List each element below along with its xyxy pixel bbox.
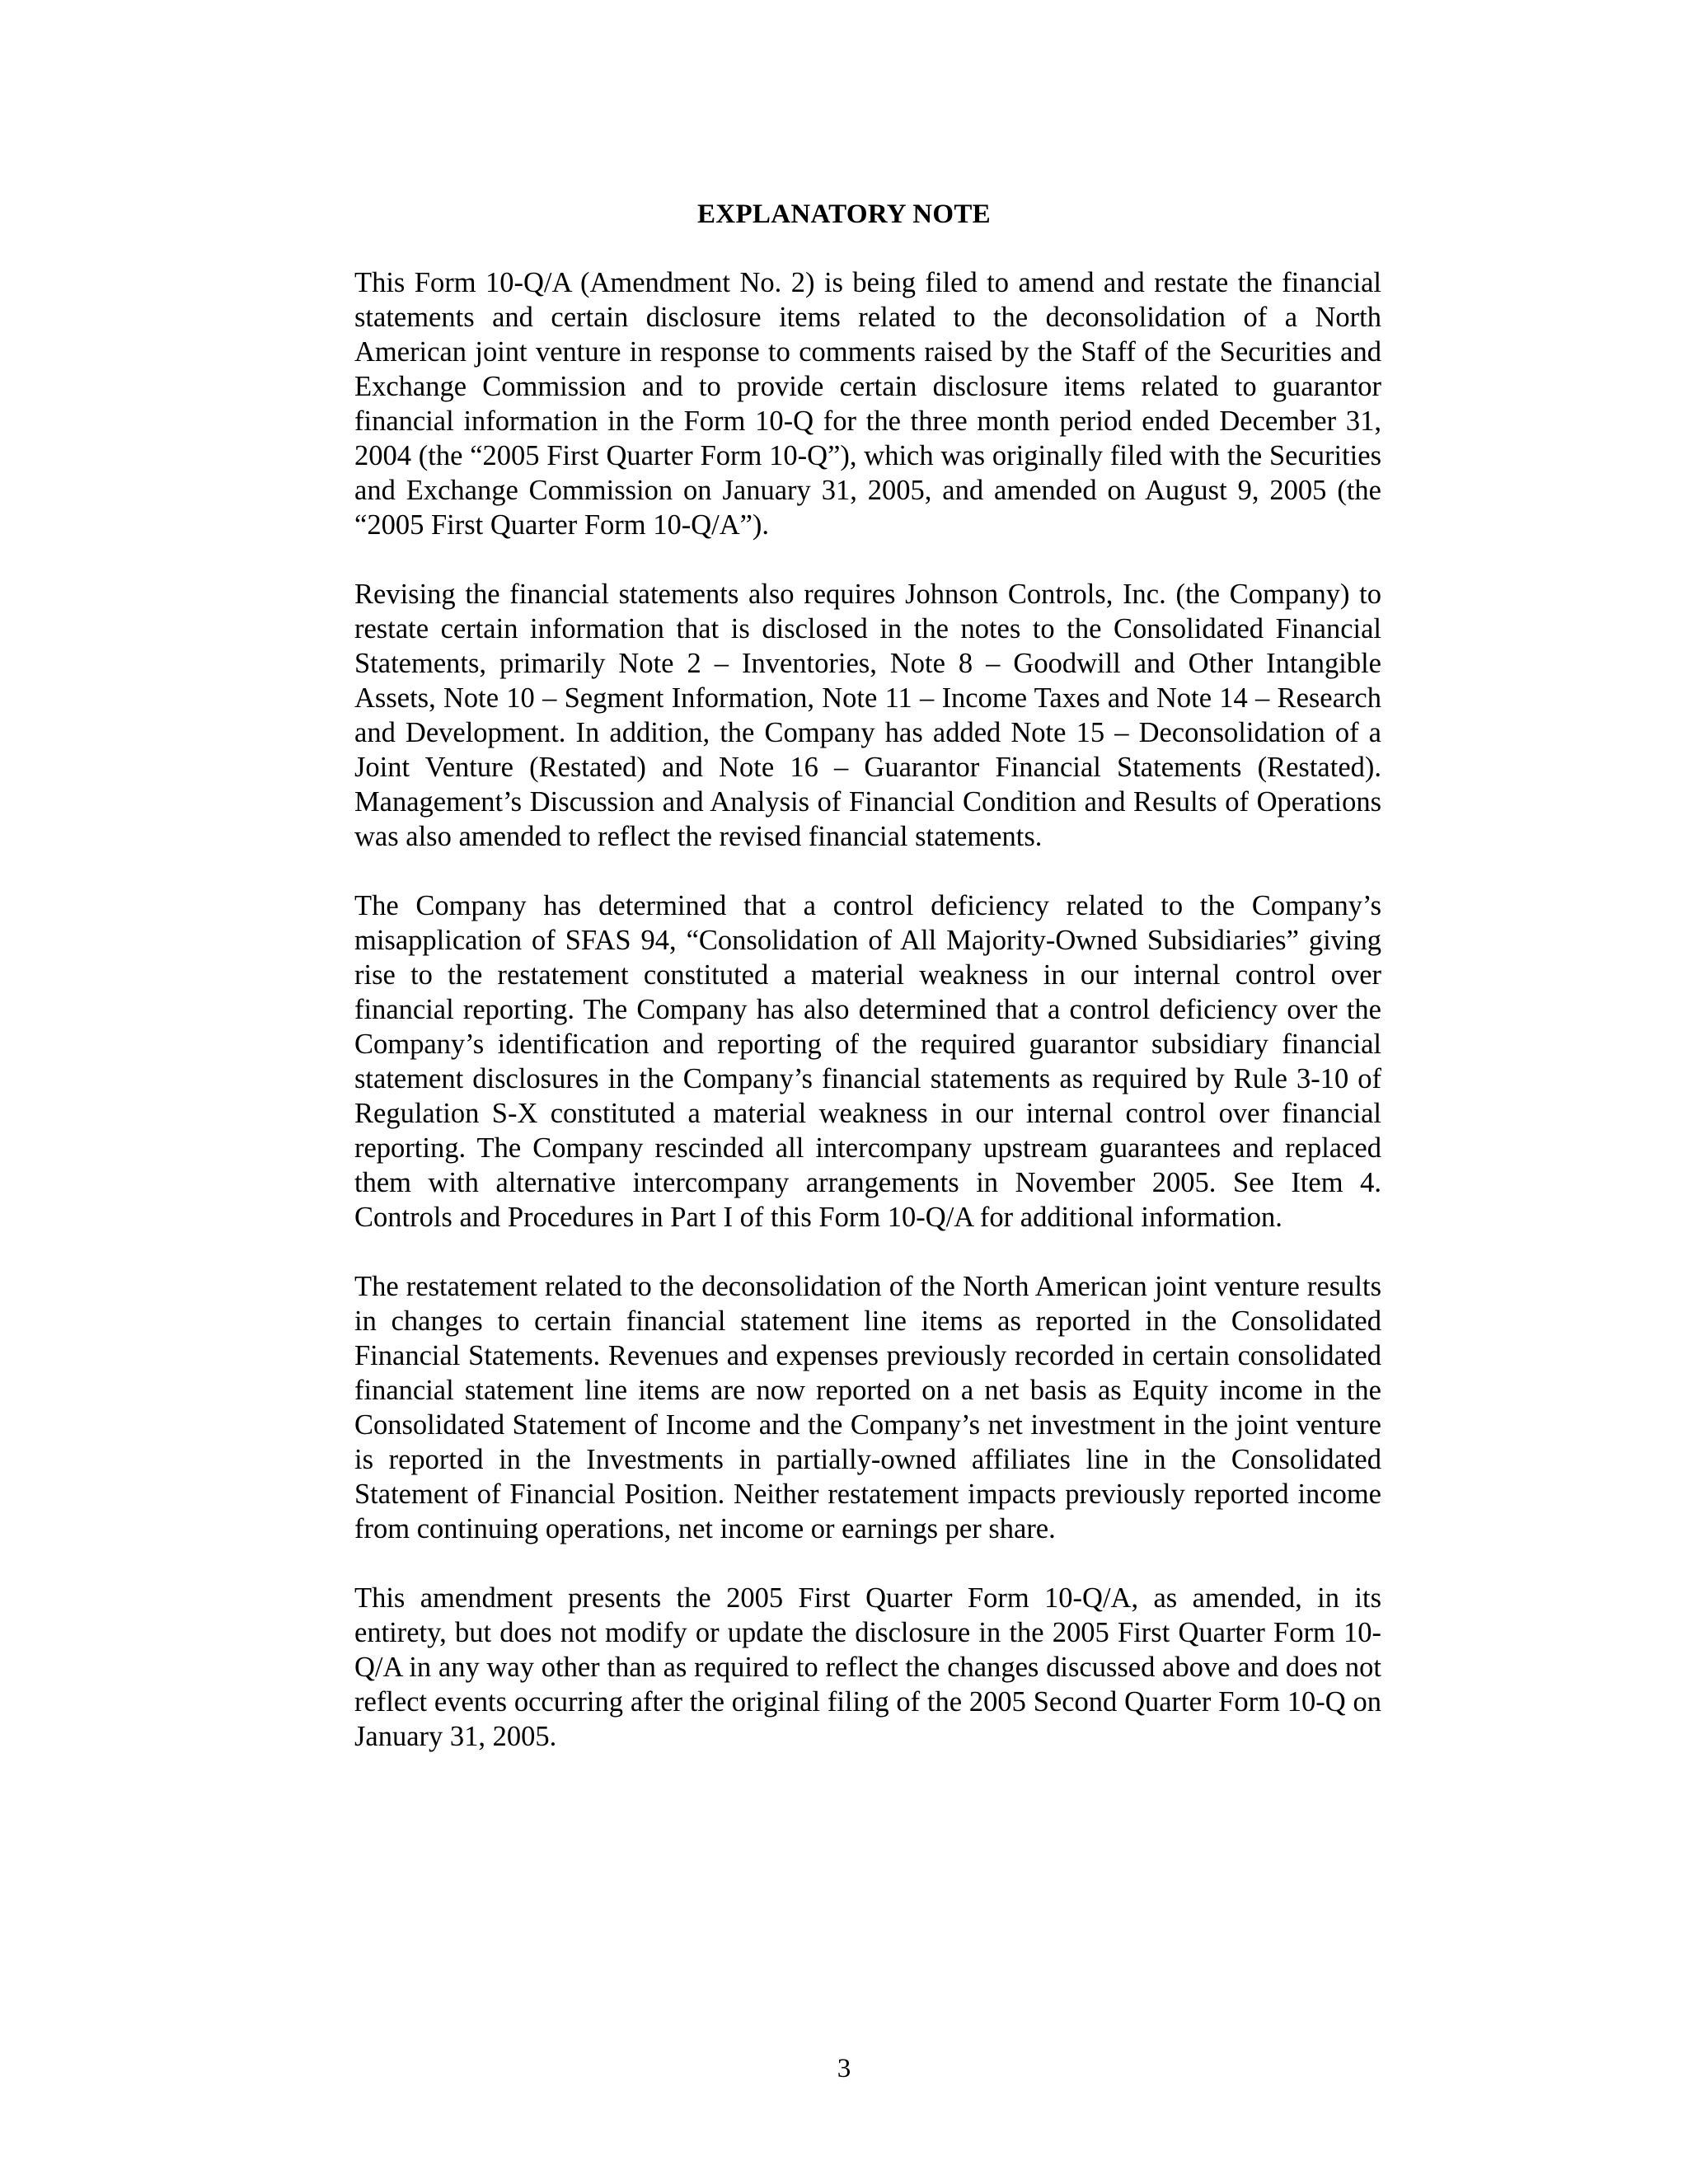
paragraph-deconsolidation-impact: The restatement related to the deconsolidation of the North American joint venture results in changes to certain financial statement line items as reported in the Consolidated Financial Statements. Revenues and expenses previously recorded in certain consolidated financial statement line items are now reported on a net basis as Equity income in the Consolidated Statement of Income and the Company’s net investment in the joint venture is reported in the Investments in partially-owned affiliates line in the Consolidated Statement of Financial Position. Neither restatement impacts previously reported income from continuing operations, net income or earnings per share. xyxy=(354,1271,1381,1544)
page-number: 3 xyxy=(837,2054,851,2083)
document-title: EXPLANATORY NOTE xyxy=(697,199,991,229)
paragraph-material-weakness: The Company has determined that a control deficiency related to the Company’s misapplication of SFAS 94, “Consolidation of All Majority-Owned Subsidiaries” giving rise to the restatement constituted a material weakness in our internal control over financial reporting. The Company has also determined that a control deficiency over the Company’s identification and reporting of the required guarantor subsidiary financial statement disclosures in the Company’s financial statements as required by Rule 3-10 of Regulation S-X constituted a material weakness in our internal control over financial reporting. The Company rescinded all intercompany upstream guarantees and replaced them with alternative intercompany arrangements in November 2005. See Item 4. Controls and Procedures in Part I of this Form 10-Q/A for additional information. xyxy=(354,890,1381,1233)
paragraph-amendment-scope: This amendment presents the 2005 First Quarter Form 10-Q/A, as amended, in its entirety, but does not modify or update the disclosure in the 2005 First Quarter Form 10-Q/A in any way other than as required to reflect the changes discussed above and does not reflect events occurring after the original filing of the 2005 Second Quarter Form 10-Q on January 31, 2005. xyxy=(354,1582,1381,1752)
paragraph-amendment-purpose: This Form 10-Q/A (Amendment No. 2) is being filed to amend and restate the financial statements and certain disclosure items related to the deconsolidation of a North American joint venture in response to comments raised by the Staff of the Securities and Exchange Commission and to provide certain disclosure items related to guarantor financial information in the Form 10-Q for the three month period ended December 31, 2004 (the “2005 First Quarter Form 10-Q”), which was originally filed with the Securities and Exchange Commission on January 31, 2005, and amended on August 9, 2005 (the “2005 First Quarter Form 10-Q/A”). xyxy=(354,267,1381,541)
paragraph-restated-notes: Revising the financial statements also requires Johnson Controls, Inc. (the Company) to restate certain information that is disclosed in the notes to the Consolidated Financial Statements, primarily Note 2 – Inventories, Note 8 – Goodwill and Other Intangible Assets, Note 10 – Segment Information, Note 11 – Income Taxes and Note 14 – Research and Development. In addition, the Company has added Note 15 – Deconsolidation of a Joint Venture (Restated) and Note 16 – Guarantor Financial Statements (Restated). Management’s Discussion and Analysis of Financial Condition and Results of Operations was also amended to reflect the revised financial statements. xyxy=(354,579,1381,852)
document-body xyxy=(354,265,1381,1788)
